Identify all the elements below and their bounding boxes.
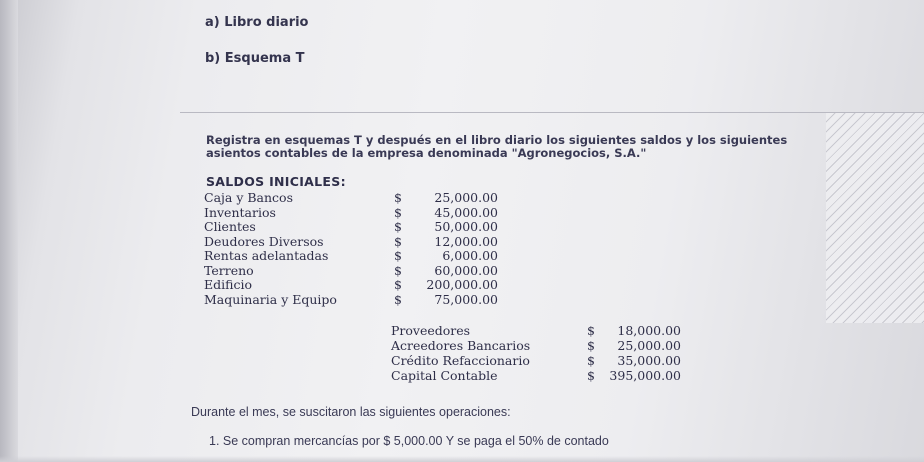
account-name: Acreedores Bancarios <box>391 338 531 353</box>
account-amount: 25,000.00 <box>434 190 498 205</box>
currency-symbol: $ <box>394 277 402 292</box>
exercise-instructions: Registra en esquemas T y después en el libro diario los siguientes saldos y los siguientes asientos contables de la empresa denominada "Agronegocios, S.A." <box>206 133 788 160</box>
account-amount: 75,000.00 <box>434 292 498 307</box>
equity-row <box>391 368 691 383</box>
account-amount: 18,000.00 <box>617 323 681 338</box>
initial-balances-title: SALDOS INICIALES: <box>206 174 346 189</box>
operation-item: 1. Se compran mercancías por $ 5,000.00 Y se paga el 50% de contado <box>209 434 609 448</box>
liability-row <box>391 323 691 338</box>
asset-row <box>204 205 524 220</box>
account-name: Edificio <box>204 277 252 292</box>
liability-row <box>391 353 691 368</box>
account-amount: 12,000.00 <box>434 233 498 249</box>
currency-symbol: $ <box>587 353 595 368</box>
account-amount: 200,000.00 <box>426 277 498 292</box>
currency-symbol: $ <box>394 233 402 249</box>
currency-symbol: $ <box>394 204 402 220</box>
account-name: Rentas adelantadas <box>204 248 329 263</box>
account-name: Crédito Refaccionario <box>391 353 530 368</box>
currency-symbol: $ <box>587 338 595 353</box>
currency-symbol: $ <box>394 190 402 205</box>
account-name: Maquinaria y Equipo <box>204 292 337 307</box>
account-name: Clientes <box>204 219 256 234</box>
account-name: Proveedores <box>391 323 471 338</box>
currency-symbol: $ <box>394 292 402 307</box>
asset-row <box>204 292 524 307</box>
asset-row <box>204 263 524 278</box>
asset-row <box>204 190 524 205</box>
currency-symbol: $ <box>394 219 402 234</box>
currency-symbol: $ <box>394 248 402 263</box>
page-edge <box>0 0 18 462</box>
bottom-shade <box>0 456 924 462</box>
asset-row <box>204 234 524 249</box>
account-name: Terreno <box>204 262 254 278</box>
account-amount: 6,000.00 <box>442 248 498 263</box>
option-a-libro-diario: a) Libro diario <box>205 15 309 30</box>
account-amount: 60,000.00 <box>434 262 498 278</box>
currency-symbol: $ <box>587 323 595 338</box>
asset-row <box>204 219 524 234</box>
account-name: Capital Contable <box>391 368 498 383</box>
option-b-esquema-t: b) Esquema T <box>205 51 305 66</box>
liability-row <box>391 338 691 353</box>
asset-row <box>204 277 524 292</box>
currency-symbol: $ <box>587 368 595 383</box>
account-name: Deudores Diversos <box>204 233 324 249</box>
account-name: Inventarios <box>204 204 276 220</box>
account-amount: 45,000.00 <box>434 204 498 220</box>
operations-intro: Durante el mes, se suscitaron las siguientes operaciones: <box>191 405 511 419</box>
account-amount: 395,000.00 <box>609 368 681 383</box>
account-name: Caja y Bancos <box>204 190 293 205</box>
account-amount: 35,000.00 <box>617 353 681 368</box>
asset-row <box>204 248 524 263</box>
account-amount: 50,000.00 <box>434 219 498 234</box>
account-amount: 25,000.00 <box>617 338 681 353</box>
hatched-decoration <box>826 113 924 323</box>
currency-symbol: $ <box>394 262 402 278</box>
